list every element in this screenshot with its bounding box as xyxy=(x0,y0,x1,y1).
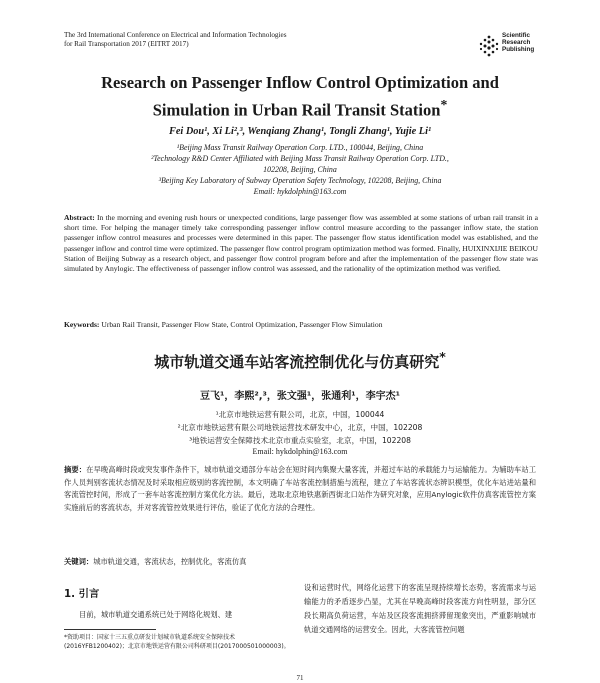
title-line-2 xyxy=(40,94,560,122)
affiliation-1: ¹Beijing Mass Transit Railway Operation Corp. LTD., 100044, Beijing, China xyxy=(176,143,424,152)
conference-header xyxy=(64,31,287,49)
keywords-text: Urban Rail Transit, Passenger Flow State, Control Optimization, Passenger Flow Simulation xyxy=(101,320,383,329)
logo-word-3: Publishing xyxy=(502,46,535,53)
footnote-divider xyxy=(64,629,156,630)
abstract xyxy=(64,213,538,274)
chinese-abstract-label: 摘要： xyxy=(64,465,87,474)
title-footnote-mark: * xyxy=(440,97,448,112)
affiliation-2-cont: 102208, Beijing, China xyxy=(263,165,337,174)
chinese-abstract xyxy=(64,464,536,514)
author-email: Email: hykdolphin@163.com xyxy=(253,187,347,196)
logo-word-2: Research xyxy=(502,39,531,46)
keywords-label: Keywords: xyxy=(64,320,100,329)
logo-word-1: Scientific xyxy=(502,32,530,39)
affiliation-2: ²Technology R&D Center Affiliated with Beijing Mass Transit Railway Operation Corp. LTD., xyxy=(151,154,449,163)
abstract-label: Abstract: xyxy=(64,213,95,222)
abstract-text: In the morning and evening rush hours or unexpected conditions, large passenger flow was assembled at some stations of urban rail transit in a short time. For helping the manager timely take corresponding passenger inflow control measure according to the passanger inflow state, the station passenger inflow control measures and processes were determined in this paper. The passenger flow status identification model was established, and the passenger inflow and control time were optimized. The passenger flow control program optimization method was formed. Finally, HUIXINXIJIE BEIKOU Station of Beijing Subway as a research object, and passenger flow control program before and after the implementation of the passenger flow state was simulated by Anylogic. The effectiveness of passenger inflow control was assessed, and the rationality of the optimization method was verified. xyxy=(64,213,538,274)
logo-wordmark xyxy=(502,32,534,53)
affiliation-3: ³Beijing Key Laboratory of Subway Operation Safety Technology, 102208, Beijing, China xyxy=(158,176,442,185)
chinese-affiliation-2: ²北京市地铁运营有限公司地铁运营技术研发中心，北京，中国，102208 xyxy=(177,423,423,432)
chinese-affiliation-3: ³地铁运营安全保障技术北京市重点实验室，北京，中国，102208 xyxy=(189,436,411,445)
title-line-2-text: Simulation in Urban Rail Transit Station xyxy=(152,100,441,120)
chinese-keywords-label: 关键词： xyxy=(64,557,94,566)
conference-line-2: for Rail Transportation 2017 (EITRT 2017) xyxy=(64,40,189,48)
chinese-author-list: 豆飞¹，李熙²,³，张文强¹，张通利¹，李宇杰¹ xyxy=(199,391,401,402)
title-line-1: Research on Passenger Inflow Control Optimization and xyxy=(101,73,499,92)
conference-line-1: The 3rd International Conference on Electrical and Information Technologies xyxy=(64,31,287,39)
chinese-title-text: 城市轨道交通车站客流控制优化与仿真研究 xyxy=(154,353,440,371)
keywords xyxy=(64,320,538,330)
chinese-email: Email: hykdolphin@163.com xyxy=(252,447,348,456)
chinese-keywords xyxy=(64,557,536,567)
publisher-logo xyxy=(478,28,548,64)
intro-left-column: 目前，城市轨道交通系统已处于网络化规划、建 xyxy=(79,610,233,619)
page-number: 71 xyxy=(296,674,304,682)
intro-right-column: 设和运营时代，网络化运营下的客流呈现持续增长态势，客流需求与运输能力的矛盾逐步凸显，尤其在早晚高峰时段客流方向性明显，部分区段长期高负荷运营，车站及区段客流拥挤滞留现象突出，严重影响城市轨道交通网络的运营安全。因此，大客流管控问题 xyxy=(304,583,536,634)
chinese-affiliation-1: ¹北京市地铁运营有限公司，北京，中国，100044 xyxy=(215,410,385,419)
chinese-abstract-text: 在早晚高峰时段或突发事件条件下，城市轨道交通部分车站会在短时间内集聚大量客流，并超过车站的承载能力与运输能力。为辅助车站工作人员判别客流状态情况及时采取相应级别的客流控制，本文明确了车站客流控制措施与流程，建立了车站客流状态辨识模型，优化车站进站量和客流管控时间，形成了一套车站客流控制方案优化方法。最后，选取北京地铁惠新西街北口站作为研究对象，应用Anylogic软件仿真客流管控方案实施前后的客流状态，并对客流管控效果进行评估，验证了优化方法的合理性。 xyxy=(64,465,537,512)
section-heading-introduction: 1. 引言 xyxy=(64,588,100,600)
chinese-title-mark: * xyxy=(439,349,446,364)
paper-title xyxy=(40,72,560,122)
funding-footnote: *资助项目：国家十三五重点研发计划城市轨道系统安全保障技术(2016YFB1200402)；北京市地铁运营有限公司科研项目(2017000501000003)。 xyxy=(64,634,290,651)
author-list: Fei Dou¹, Xi Li²,³, Wenqiang Zhang¹, Tongli Zhang¹, Yujie Li¹ xyxy=(168,126,432,137)
scirp-logo-icon xyxy=(478,35,500,57)
chinese-title xyxy=(40,349,560,372)
chinese-keywords-text: 城市轨道交通，客流状态，控制优化，客流仿真 xyxy=(93,557,247,566)
